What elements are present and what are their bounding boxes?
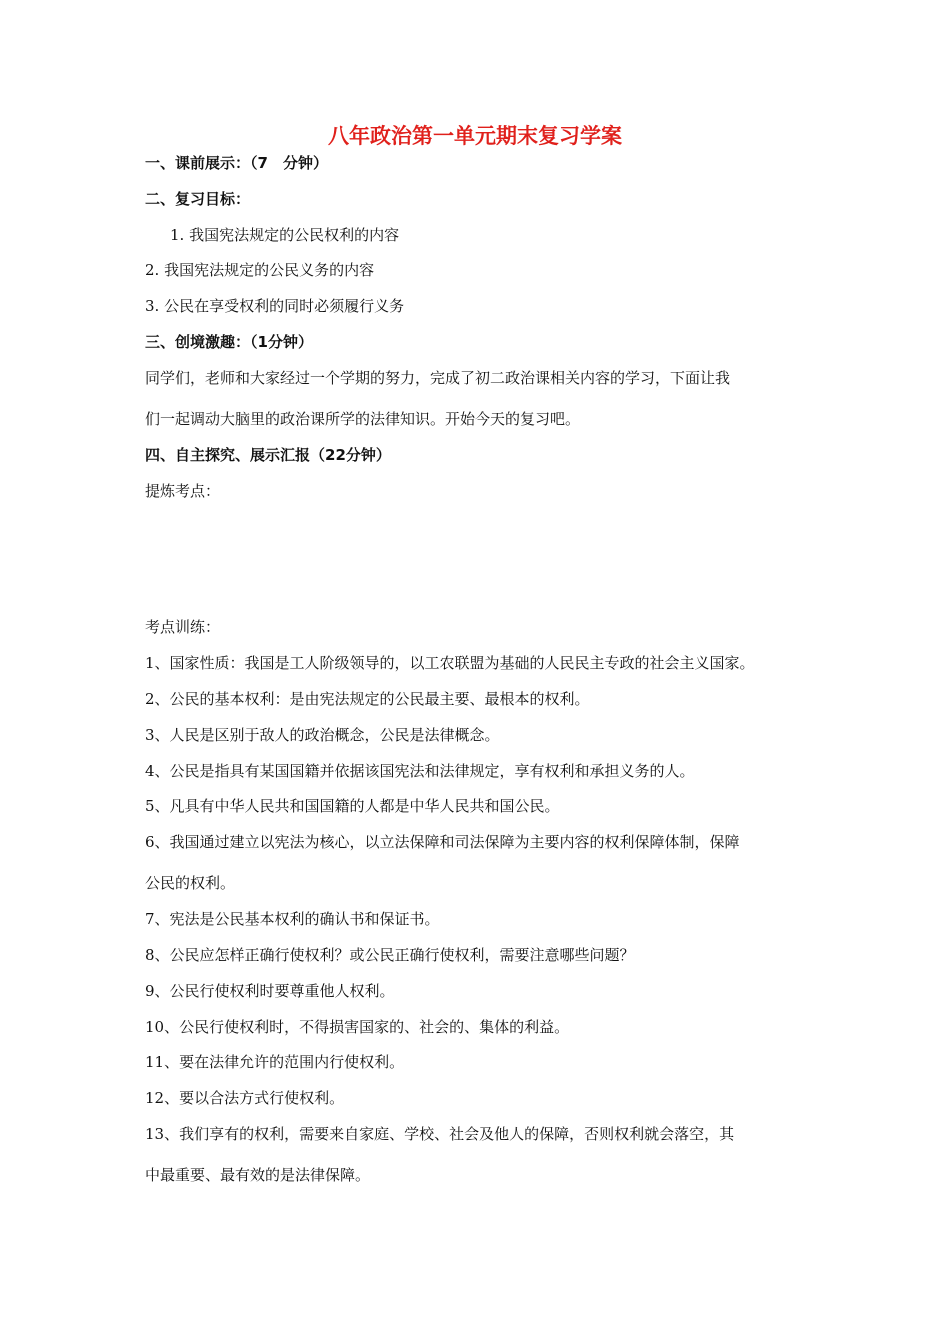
section-heading-pre-class: 一、课前展示：（7 分钟） bbox=[145, 154, 328, 172]
extract-points-label: 提炼考点： bbox=[145, 482, 221, 500]
point-item: 5、凡具有中华人民共和国国籍的人都是中华人民共和国公民。 bbox=[145, 797, 560, 815]
point-item: 11、要在法律允许的范围内行使权利。 bbox=[145, 1053, 405, 1071]
point-item: 3、人民是区别于敌人的政治概念，公民是法律概念。 bbox=[145, 726, 500, 744]
point-item: 12、要以合法方式行使权利。 bbox=[145, 1089, 345, 1107]
point-item: 13、我们享有的权利，需要来自家庭、学校、社会及他人的保障，否则权利就会落空，其 bbox=[145, 1125, 735, 1143]
goal-item: 3. 公民在享受权利的同时必须履行义务 bbox=[145, 297, 405, 315]
point-item: 2、公民的基本权利：是由宪法规定的公民最主要、最根本的权利。 bbox=[145, 690, 590, 708]
document-title: 八年政治第一单元期末复习学案 bbox=[328, 124, 622, 148]
intro-paragraph-line: 同学们，老师和大家经过一个学期的努力，完成了初二政治课相关内容的学习，下面让我 bbox=[145, 369, 731, 387]
section-heading-goals: 二、复习目标： bbox=[145, 190, 251, 208]
point-item: 9、公民行使权利时要尊重他人权利。 bbox=[145, 982, 395, 1000]
goal-item: 1. 我国宪法规定的公民权利的内容 bbox=[170, 226, 400, 244]
point-item-continuation: 公民的权利。 bbox=[145, 874, 236, 892]
point-item-continuation: 中最重要、最有效的是法律保障。 bbox=[145, 1166, 371, 1184]
point-item: 1、国家性质：我国是工人阶级领导的，以工农联盟为基础的人民民主专政的社会主义国家。 bbox=[145, 654, 755, 672]
point-item: 8、公民应怎样正确行使权利？或公民正确行使权利，需要注意哪些问题？ bbox=[145, 946, 635, 964]
point-item: 7、宪法是公民基本权利的确认书和保证书。 bbox=[145, 910, 440, 928]
section-heading-explore: 四、自主探究、展示汇报（22分钟） bbox=[145, 446, 391, 464]
point-item: 4、公民是指具有某国国籍并依据该国宪法和法律规定，享有权利和承担义务的人。 bbox=[145, 762, 695, 780]
intro-paragraph-line: 们一起调动大脑里的政治课所学的法律知识。开始今天的复习吧。 bbox=[145, 410, 581, 428]
training-label: 考点训练： bbox=[145, 618, 221, 636]
point-item: 10、公民行使权利时，不得损害国家的、社会的、集体的利益。 bbox=[145, 1018, 570, 1036]
section-heading-scenario: 三、创境激趣：（1分钟） bbox=[145, 333, 313, 351]
point-item: 6、我国通过建立以宪法为核心，以立法保障和司法保障为主要内容的权利保障体制，保障 bbox=[145, 833, 740, 851]
goal-item: 2. 我国宪法规定的公民义务的内容 bbox=[145, 261, 375, 279]
